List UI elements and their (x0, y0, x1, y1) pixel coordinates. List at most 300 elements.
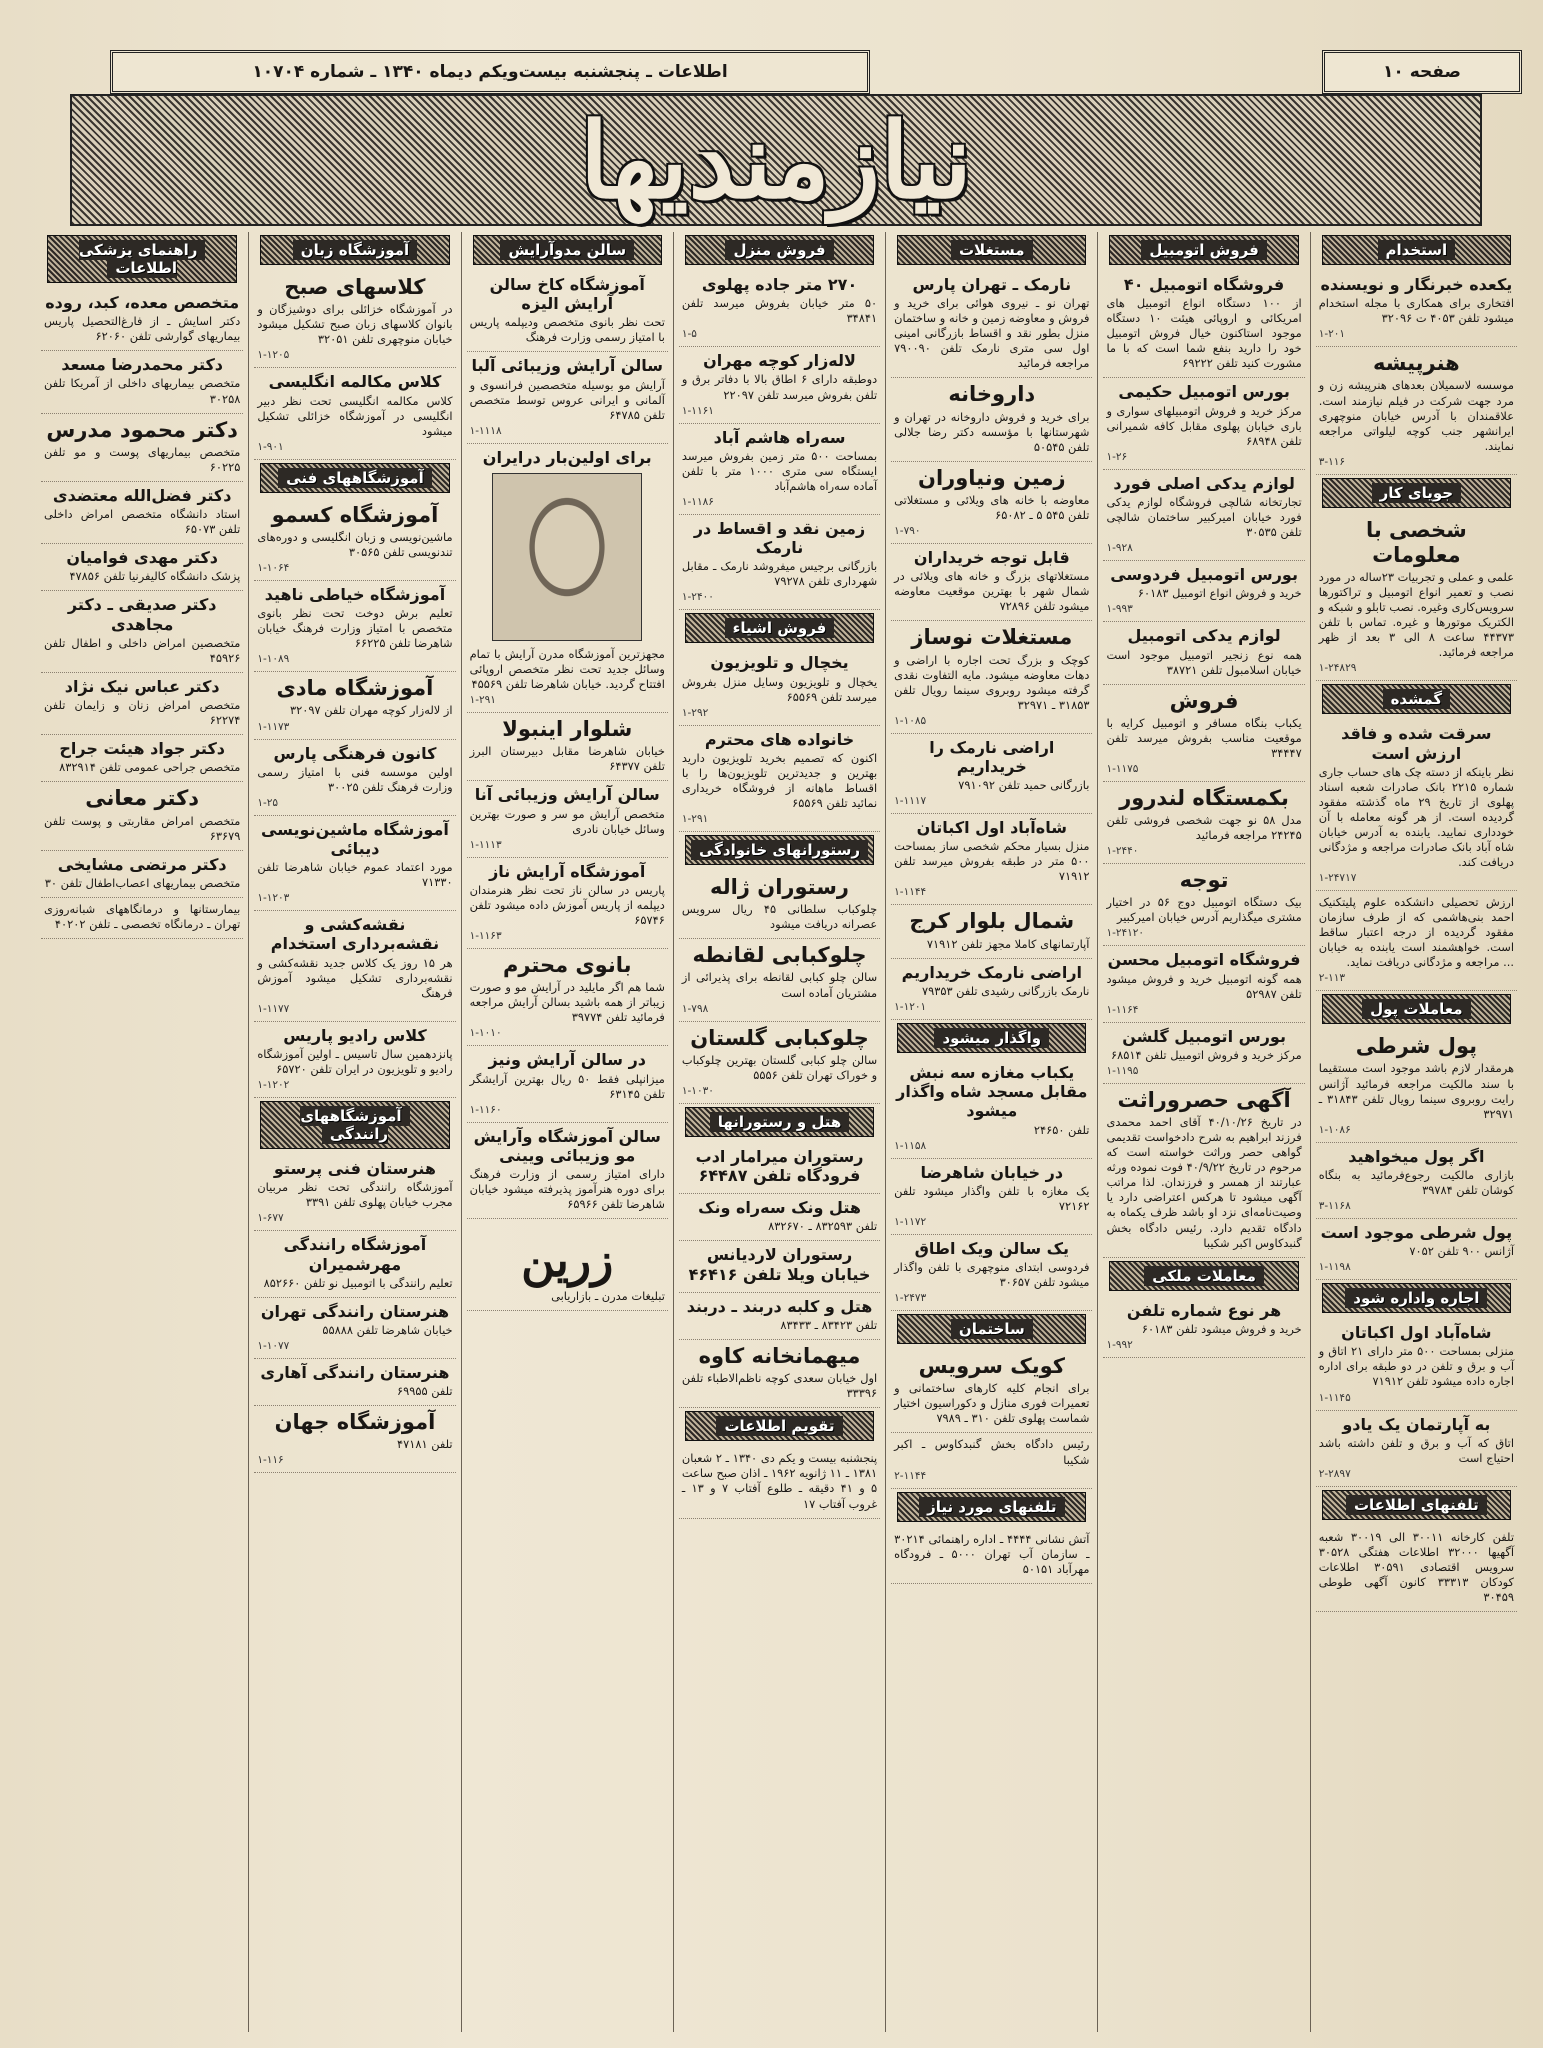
ad-code: ۱-۱۱۶۴ (1106, 1003, 1139, 1016)
woman-portrait-image (492, 473, 642, 641)
column-3 (885, 232, 1097, 2032)
ad-body: برای انجام کلیه کارهای ساختمانی و تعمیرات فوری منازل و دکوراسیون اختیار شماست پهلوی تلفن ۳۱۰ ـ ۷۹۸۹ (894, 1381, 1090, 1426)
ad-code: ۱-۲۴۷۱۷ (1318, 872, 1357, 885)
classified-ad (1103, 1297, 1304, 1358)
ad-body: ماشین‌نویسی و زبان انگلیسی و دوره‌های تندنویسی تلفن ۳۰۵۶۵ (257, 529, 453, 559)
ad-code: ۱-۷۹۸ (681, 1002, 709, 1015)
ad-body: تلفن کارخانه ۳۰۰۱۱ الی ۳۰۰۱۹ شعبه آگهیها ۳۲۰۰۰ اطلاعات هفتگی ۳۰۵۲۸ سرویس اقتصادی ۳۰۵۹۱ اطلاعات کودکان ۳۳۳۱۳ کانون آگهی طوطی ۳۰۴۵۹ (1318, 1529, 1514, 1604)
classified-ad (679, 1340, 880, 1408)
section-header (1322, 994, 1511, 1024)
classified-ad (1103, 561, 1304, 622)
classified-ad (891, 271, 1092, 378)
ad-body: مرکز خرید و فروش اتومبیل تلفن ۶۸۵۱۴ (1110, 1047, 1302, 1062)
ad-body: در آموزشگاه خزائلی برای دوشیزگان و بانوان کلاسهای زبان صبح تشکیل میشود خیابان منوچهری تلفن ۳۲۰۵۱ (257, 302, 453, 347)
ad-title: هنرپیشه (1372, 351, 1460, 376)
ad-body: بیک دستگاه اتومبیل دوج ۵۶ در اختیار مشتری میگذاریم آدرس خیابان امیرکبیر (1106, 895, 1302, 925)
ad-title: سالن آرایش وزیبائی آلبا (471, 356, 664, 376)
ad-title: رستوران میرامار ادب فرودگاه تلفن ۶۴۴۸۷ (695, 1146, 864, 1186)
ad-title: ۲۷۰ متر جاده پهلوی (701, 275, 858, 294)
classified-ad (467, 713, 668, 781)
ad-title: دکتر محمود مدرس (46, 417, 238, 442)
ad-code: ۱-۱۱۴۴ (894, 886, 927, 899)
ad-code: ۱-۹۰۱ (257, 440, 284, 453)
ad-title: بکمستگاه لندرور (1119, 785, 1289, 810)
ad-body: مجهزترین آموزشگاه مدرن آرایش با تمام وسائل جدید تحت نظر متخصص اروپائی افتتاح گردید. خیابان شاهرضا تلفن ۴۵۵۶۹ (469, 646, 665, 692)
classified-ad (891, 378, 1092, 461)
ad-code: ۱-۱۱۹۸ (1318, 1261, 1351, 1274)
ad-code: ۱-۹۲۸ (1106, 542, 1133, 555)
ad-title: دکتر محمدرضا مسعد (61, 355, 224, 375)
ad-body: هر ۱۵ روز یک کلاس جدید نقشه‌کشی و نقشه‌برداری تشکیل میشود آموزش فرهنگ (257, 955, 453, 1000)
ad-code: ۱-۱۰۷۷ (257, 1339, 290, 1352)
ad-title: زرین (521, 1233, 614, 1288)
classified-ad (679, 871, 880, 939)
ad-body: همه نوع زنجیر اتومبیل موجود است خیابان اسلامبول تلفن ۳۸۷۲۱ (1106, 647, 1302, 677)
section-title: هتل و رستورانها (710, 1112, 850, 1132)
ad-body: متخصص بیماریهای داخلی از آمریکا تلفن ۳۰۲۵۸ (44, 376, 241, 406)
classified-ad (679, 347, 880, 423)
classified-ad (1316, 891, 1517, 991)
classified-columns (36, 232, 1522, 2032)
section-header (473, 235, 662, 265)
ad-title: رستوران لاردیانس خیابان ویلا تلفن ۴۶۴۱۶ (688, 1245, 871, 1284)
ad-title: کلاسهای صبح (284, 275, 426, 299)
ad-title: هنرستان رانندگی تهران (260, 1301, 450, 1321)
ad-title: لوازم یدکی اصلی فورد (1113, 473, 1295, 493)
ad-body: تلفن ۶۹۹۵۵ (397, 1384, 453, 1399)
classified-ad (41, 898, 243, 939)
ad-body: پزشک دانشگاه کالیفرنیا تلفن ۴۷۸۵۶ (69, 569, 241, 584)
classified-ad (891, 1433, 1092, 1488)
ad-title: توجه (1179, 868, 1229, 893)
ad-title: شخصی با معلومات (1365, 517, 1467, 567)
classified-ad (891, 814, 1092, 905)
column-7 (36, 232, 248, 2032)
classified-ad (467, 858, 668, 949)
ad-body: سالن چلو کبابی لقانطه برای پذیرائی از مشتریان آماده است (681, 970, 878, 1000)
section-header (260, 235, 449, 265)
ad-body: تلفن ۸۳۴۲۳ ـ ۸۳۴۳۳ (780, 1318, 878, 1333)
ad-body: خیابان شاهرضا تلفن ۵۵۸۸۸ (322, 1322, 453, 1337)
ad-body: یخچال و تلویزیون وسایل منزل بفروش میرسد تلفن ۶۵۵۶۹ (681, 674, 878, 704)
classified-ad (1316, 720, 1517, 891)
ad-code: ۱-۱۰۸۹ (257, 653, 290, 666)
ad-body: آرایش مو بوسیله متخصصین فرانسوی و آلمانی و ایرانی عروس توسط متخصص تلفن ۶۴۷۸۵ (469, 377, 665, 422)
classified-ad (254, 1022, 455, 1098)
ad-body: اتاق که آب و برق و تلفن داشته باشد احتیاج است (1318, 1435, 1514, 1465)
ad-body: متخصصین امراض داخلی و اطفال تلفن ۴۵۹۲۶ (44, 635, 241, 665)
classified-ad (254, 271, 455, 368)
ad-code: ۱-۱۱۶ (257, 1454, 284, 1467)
section-header (1322, 235, 1511, 265)
ad-title: داروخانه (948, 382, 1036, 407)
section-header (897, 1023, 1086, 1053)
ad-code: ۱-۱۱۸۶ (681, 495, 714, 508)
classified-ad (891, 1159, 1092, 1235)
section-header (260, 1101, 449, 1149)
section-header (685, 1411, 874, 1441)
ad-body: خرید و فروش میشود تلفن ۶۰۱۸۳ (1141, 1321, 1302, 1336)
ad-title: خانواده های محترم (704, 729, 855, 749)
ad-title: پول شرطی موجود است (1320, 1222, 1513, 1242)
section-title: مستغلات (951, 240, 1033, 260)
ad-title: فروشگاه اتومبیل محسن (1107, 950, 1301, 970)
section-title: تلفنهای اطلاعات (1346, 1495, 1487, 1515)
ad-code: ۱-۱۰۱۰ (469, 1027, 502, 1040)
ad-code: ۱-۲۴۸۲۹ (1318, 662, 1357, 675)
ad-title: نارمک ـ تهران پارس (912, 275, 1072, 294)
ad-body: تعلیم رانندگی با اتومبیل نو تلفن ۸۵۲۶۶۰ (263, 1275, 453, 1290)
ad-title: آموزشگاه مادی (276, 676, 434, 701)
ad-code: ۱-۱۲۰۲ (257, 1079, 290, 1092)
ad-code: ۱-۱۰۳۰ (681, 1084, 714, 1097)
classified-ad (1316, 514, 1517, 682)
section-header (1322, 478, 1511, 508)
ad-body: بازرگانی برجیس میفروشد نارمک ـ مقابل شهرداری تلفن ۷۹۲۷۸ (681, 559, 878, 589)
ad-code: ۲-۱۱۴۴ (894, 1469, 927, 1482)
classified-ad (41, 289, 243, 351)
ad-body: پاریس در سالن ناز تحت نظر هنرمندان دیپلمه از پاریس آموزش داده میشود تلفن ۶۵۷۴۶ (469, 882, 665, 927)
classified-ad (1316, 271, 1517, 347)
ad-body: از ۱۰۰ دستگاه انواع اتومبیل های امریکائی و اروپائی هیئت ۱۰ دستگاه موجود استاکنون خیال فروش اتومبیل خود را دارید بنفع شما است که با ما مشورت کنید تلفن ۶۹۲۲۲ (1106, 296, 1302, 371)
classified-ad (41, 735, 243, 782)
classified-ad (1316, 1143, 1517, 1219)
ad-body: هرمقدار لازم باشد موجود است مستقیما با سند مالکیت مراجعه فرمائید آژانس رایت روبروی سینما رویال تلفن ۳۱۸۴۳ ـ ۳۲۹۷۱ (1318, 1061, 1515, 1121)
section-header (1322, 684, 1511, 714)
classified-ad (1316, 1219, 1517, 1280)
ad-body: اول خیابان سعدی کوچه ناظم‌الاطباء تلفن ۳۳۳۹۶ (681, 1371, 878, 1401)
classified-ad (1103, 782, 1304, 864)
ad-body: معاوضه با خانه های ویلائی و مستغلاتی تلفن ۵۴۵ ۵ ـ ۶۵۰۸۲ (894, 492, 1090, 522)
classified-ad (679, 1447, 880, 1518)
ad-body: برای خرید و فروش داروخانه در تهران و شهرستانها با مؤسسه دکتر رضا جلالی تلفن ۵۰۵۴۵ (894, 409, 1090, 454)
ad-code: ۳-۱۱۶ (1318, 455, 1346, 468)
ad-code: ۱-۲۵ (257, 796, 279, 809)
classified-ad (1103, 1084, 1304, 1258)
ad-code: ۳-۱۱۶۸ (1318, 1199, 1351, 1212)
ad-body: مدل ۵۸ نو جهت شخصی فروشی تلفن ۲۴۲۴۵ مراجعه فرمائید (1106, 813, 1302, 843)
ad-code: ۱-۱۱۷۵ (1106, 762, 1139, 775)
ad-title: میهمانخانه کاوه (698, 1344, 861, 1369)
ad-title: شاه‌آباد اول اکباتان (1341, 1323, 1492, 1343)
section-header (1322, 1283, 1511, 1313)
ad-code: ۱-۱۱۵۸ (894, 1139, 927, 1152)
classified-ad (679, 1143, 880, 1194)
ad-title: اراضی نارمک را خریداریم (929, 737, 1055, 776)
classified-ad (467, 949, 668, 1046)
ad-body: علمی و عملی و تجربیات ۲۳ساله در مورد نصب و تعمیر انواع اتومبیل و تراکتورها سرویس‌کاری وغیره. نصب تابلو و شبکه و الکتریک موتورها و غیره. تماس با تلفن ۴۴۳۷۳ ساعت ۸ الی ۳ بعد از ظهر مراجعه فرمائید. (1318, 570, 1514, 660)
classified-ad (679, 1194, 880, 1241)
ad-body: بمساحت ۵۰۰ متر زمین بفروش میرسد ایستگاه سی متری ۱۰۰۰ متر با تلفن آماده سه‌راه هاشم‌آباد (681, 448, 878, 493)
ad-code: ۱-۱۱۶۰ (469, 1103, 502, 1116)
classified-ad (41, 482, 243, 544)
ad-title: هتل و کلبه دربند ـ دربند (686, 1296, 873, 1316)
classified-ad (41, 851, 243, 898)
classified-ad (41, 351, 243, 413)
ad-title: آموزشگاه آرایش ناز (489, 861, 646, 881)
ad-body: تبلیغات مدرن ـ بازاریابی (551, 1289, 665, 1304)
classified-ad (679, 515, 880, 610)
ad-body: پانزدهمین سال تاسیس ـ اولین آموزشگاه رادیو و تلویزیون در ایران تلفن ۶۵۷۲۰ (257, 1046, 453, 1076)
classified-ad (1103, 271, 1304, 378)
ad-body: تعلیم برش دوخت تحت نظر بانوی متخصص با امتیاز وزارت فرهنگ خیابان شاهرضا تلفن ۶۶۲۲۵ (257, 606, 453, 651)
ad-title: اراضی نارمک خریداریم (901, 962, 1083, 982)
ad-body: استاد دانشگاه متخصص امراض داخلی تلفن ۶۵۰۷۳ (44, 507, 241, 537)
ad-title: یک سالن ویک اطاق (914, 1238, 1070, 1258)
ad-body: ۵۰ متر خیابان بفروش میرسد تلفن ۳۴۸۴۱ (681, 296, 878, 326)
ad-body: دوطبقه دارای ۶ اطاق بالا با دفاتر برق و تلفن بفروش میرسد تلفن ۲۲۰۹۷ (681, 372, 878, 402)
ad-body: آپارتمانهای کاملا مجهز تلفن ۷۱۹۱۲ (926, 936, 1090, 951)
ad-code: ۱-۲۴۱۲۰ (1106, 927, 1145, 940)
ad-body: اکنون که تصمیم بخرید تلویزیون دارید بهترین و جدیدترین تلویزیون‌ها را با اقساط ماهانه از فروشگاه خریداری نمائید تلفن ۶۵۵۶۹ (681, 750, 878, 810)
ad-body: پنجشنبه بیست و یکم دی ۱۳۴۰ ـ ۲ شعبان ۱۳۸۱ ـ ۱۱ ژانویه ۱۹۶۲ ـ اذان صبح ساعت ۵ و ۴۱ دقیقه ـ طلوع آفتاب ۷ و ۱۳ ـ غروب آفتاب ۱۷ (681, 1451, 878, 1511)
classified-ad (41, 414, 243, 482)
section-title: واگذار میشود (934, 1028, 1049, 1048)
ad-title: کلاس رادیو پاریس (283, 1025, 427, 1045)
ad-body: متخصص امراض زنان و زایمان تلفن ۶۲۲۷۴ (44, 698, 241, 728)
section-title: معاملات پول (1362, 999, 1470, 1019)
ad-code: ۱-۲۰۱ (1318, 328, 1346, 341)
ad-title: نقشه‌کشی و نقشه‌برداری استخدام (270, 915, 440, 954)
ad-body: دارای امتیاز رسمی از وزارت فرهنگ برای دوره هنرآموز پذیرفته میشود خیابان شاهرضا تلفن ۶۵۹۶۶ (469, 1167, 665, 1212)
section-title: آموزشگاههای فنی (278, 468, 432, 488)
ad-code: ۱-۲۴۷۳ (894, 1292, 927, 1305)
ad-body: کوچک و بزرگ تحت اجاره با اراضی و دهات معاوضه میشود. مایه التفاوت نقدی گرفته میشود روبروی سینما رویال تلفن ۳۱۸۵۳ ـ ۳۲۹۷۱ (894, 652, 1090, 712)
ad-body: رئیس دادگاه بخش گنبدکاوس ـ اکبر شکیبا (894, 1437, 1090, 1467)
ad-title: برای اولین‌بار درایران (482, 447, 652, 467)
ad-title: رستوران ژاله (710, 875, 849, 900)
ad-body: متخصص آرایش مو سر و صورت بهترین وسائل خیابان نادری (469, 806, 665, 836)
section-title: فروش اشیاء (725, 618, 835, 638)
ad-title: دکتر مهدی فوامیان (66, 548, 218, 568)
ad-code: ۱-۱۱۴۵ (1318, 1391, 1351, 1404)
ad-title: کلاس مکالمه انگلیسی (268, 372, 442, 392)
ad-title: لاله‌زار کوچه مهران (703, 351, 856, 371)
ad-body: متخصص امراض مقاربتی و پوست تلفن ۶۳۶۷۹ (44, 813, 241, 843)
ad-code: ۱-۲۹۱ (681, 813, 709, 826)
classified-ad (679, 1241, 880, 1292)
classified-ad (254, 1155, 455, 1231)
ad-title: فروش (1169, 688, 1239, 713)
section-header (47, 235, 237, 283)
ad-title: آموزشگاه ماشین‌نویسی دیبائی (261, 819, 449, 858)
ad-title: چلوکبابی گلستان (690, 1025, 869, 1050)
section-title: آموزشگاههای رانندگی (300, 1106, 409, 1144)
classified-ad (679, 649, 880, 725)
ad-code: ۱-۱۱۷۲ (894, 1215, 927, 1228)
ad-body: نظر باینکه از دسته چک های حساب جاری شماره ۲۲۱۵ بانک صادرات شعبه اسناد پهلوی از تاریخ ۲۹ ماه گذشته مفقود گردیده است. از هر گونه معامله با آن خودداری نمایید. یابنده به آدرس خیابان شاه آباد بانک صادرات مراجعه و مژدگانی دریافت کند. (1318, 764, 1514, 870)
ad-code: ۱-۹۹۳ (1106, 603, 1133, 616)
ad-body: موسسه لاسمیلان بعدهای هنرپیشه زن و مرد جهت شرکت در فیلم نیازمند است. علاقمندان با آدرس خیابان منوچهری ایرانشهر جنب کوچه لیلواتی مراجعه نمایند. (1318, 378, 1514, 453)
section-header (1109, 235, 1298, 265)
ad-title: دکتر فضل‌الله معتضدی (52, 485, 232, 505)
ad-code: ۱-۱۱۶۳ (469, 930, 502, 943)
ad-code: ۱-۷۹۰ (894, 525, 921, 538)
section-header (260, 463, 449, 493)
section-header (685, 235, 874, 265)
classified-ad (891, 1235, 1092, 1311)
classified-ad (1316, 1030, 1517, 1142)
classified-ad (467, 1123, 668, 1220)
ad-code: ۲-۱۱۳ (1318, 972, 1346, 985)
ad-title: در خیابان شاهرضا (920, 1162, 1064, 1182)
column-1 (1310, 232, 1522, 2032)
classified-ad (1316, 1319, 1517, 1410)
ad-body: بازاری مالکیت رجوع‌فرمائید به بنگاه کوشان تلفن ۳۹۷۸۴ (1318, 1167, 1514, 1197)
ad-title: آموزشگاه کاخ سالن آرایش الیزه (489, 275, 645, 314)
ad-body: تحت نظر بانوی متخصص ودیپلمه پاریس با امتیاز رسمی وزارت فرهنگ (469, 315, 665, 345)
classified-ad (41, 544, 243, 591)
ad-code: ۱-۱۲۰۱ (894, 1000, 927, 1013)
ad-title: اگر پول میخواهید (1348, 1146, 1485, 1166)
classified-ad (467, 444, 668, 713)
section-title: آموزشگاه زبان (293, 240, 417, 260)
section-title: تقویم اطلاعات (716, 1416, 842, 1436)
ad-code: ۱-۱۰۶۴ (257, 561, 290, 574)
classified-ad (41, 782, 243, 850)
classified-ad (1103, 470, 1304, 561)
ad-body: چلوکباب سلطانی ۴۵ ریال سرویس عصرانه دریافت میشود (681, 902, 878, 932)
ad-body: فردوسی ابتدای منوچهری با تلفن واگذار میشود تلفن ۳۰۶۵۷ (894, 1260, 1090, 1290)
section-title: ساختمان (951, 1319, 1033, 1339)
classified-ad (254, 581, 455, 672)
ad-code: ۱-۲۹۱ (469, 694, 496, 707)
ad-title: سالن آرایش وزیبائی آنا (474, 785, 660, 805)
classified-ad (254, 740, 455, 816)
ad-title: شمال بلوار کرج (909, 909, 1075, 934)
page-number: صفحه ۱۰ (1322, 50, 1522, 94)
issue-line: اطلاعات ـ پنجشنبه بیست‌ویکم دیماه ۱۳۴۰ ـ شماره ۱۰۷۰۴ (110, 50, 870, 94)
classified-ad (679, 726, 880, 832)
ad-body: تلفن ۲۴۶۵۰ (1033, 1122, 1090, 1137)
ad-title: لوازم یدکی اتومبیل (1127, 626, 1281, 646)
column-4 (673, 232, 885, 2032)
classified-ad (679, 1022, 880, 1104)
ad-title: بورس اتومبیل گلشن (1122, 1026, 1286, 1046)
ad-code: ۱-۱۱۷۷ (257, 1002, 290, 1015)
ad-title: هنرستان فنی پرستو (273, 1159, 436, 1179)
ad-title: فروشگاه اتومبیل ۴۰ (1123, 275, 1285, 294)
ad-title: کویک سرویس (918, 1354, 1065, 1379)
classified-ad (1316, 1526, 1517, 1612)
ad-title: شلوار اینبولا (502, 717, 633, 742)
ad-body: همه گونه اتومبیل خرید و فروش میشود تلفن ۵۲۹۸۷ (1106, 971, 1302, 1001)
section-title: گمشده (1383, 689, 1451, 709)
column-6 (248, 232, 460, 2032)
ad-body: خرید و فروش انواع اتومبیل ۶۰۱۸۳ (1137, 586, 1302, 601)
classified-ad (467, 352, 668, 443)
classified-ad (891, 1059, 1092, 1159)
masthead-banner (70, 94, 1482, 226)
section-title: اجاره واداره شود (1345, 1288, 1487, 1308)
ad-body: بیمارستانها و درمانگاههای شبانه‌روزی تهران ـ درمانگاه تخصصی ـ تلفن ۴۰۲۰۲ (44, 901, 241, 931)
ad-body: کلاس مکالمه انگلیسی تحت نظر دبیر انگلیسی در آموزشگاه خزائلی تشکیل میشود (257, 393, 453, 438)
classified-ad (254, 499, 455, 581)
ad-body: افتخاری برای همکاری با مجله استخدام میشود تلفن ۴۰۵۳ ت ۳۲۰۹۶ (1318, 296, 1514, 326)
ad-title: هر نوع شماره تلفن (1126, 1300, 1282, 1320)
section-title: فروش اتومبیل (1141, 240, 1267, 260)
ad-body: آژانس ۹۰۰ تلفن ۷۰۵۲ (1409, 1244, 1514, 1259)
ad-title: سه‌راه هاشم آباد (713, 427, 846, 447)
ad-code: ۱-۶۷۷ (257, 1212, 284, 1225)
ad-body: نارمک بازرگانی رشیدی تلفن ۷۹۳۵۳ (921, 983, 1090, 998)
ad-code: ۱-۲۴۴۰ (1106, 845, 1139, 858)
ad-code: ۱-۱۰۸۶ (1318, 1123, 1351, 1136)
ad-title: بورس اتومبیل فردوسی (1110, 565, 1298, 585)
classified-ad (254, 1406, 455, 1473)
ad-code: ۱-۱۱۱۸ (469, 424, 502, 437)
section-header (685, 1107, 874, 1137)
column-2 (1097, 232, 1309, 2032)
ad-code: ۱-۲۶ (1106, 450, 1128, 463)
ad-body: در تاریخ ۴۰/۱۰/۲۶ آقای احمد محمدی فرزند ابراهیم به شرح دادخواست تقدیمی گواهی حصر وراثت خواسته است که مرحوم در تاریخ ۴۰/۹/۲۲ فوت نموده ورثه عبارتند از همسر و فرزندان. لذا مراتب آگهی میشود تا هرکس اعتراضی دارد یا وصیت‌نامه‌ای نزد او باشد ظرف یکماه به دادگاه تقدیم دارد. رئیس دادگاه بخش گنبدکاوس اکبر شکیبا (1106, 1115, 1302, 1250)
ad-body: خیابان شاهرضا مقابل دبیرستان البرز تلفن ۶۴۳۷۷ (469, 744, 665, 774)
ad-code: ۱-۱۱۱۷ (894, 795, 927, 808)
section-title: راهنمای پزشکی اطلاعات (79, 240, 206, 278)
section-header (685, 613, 874, 643)
ad-title: متخصص معده، کبد، روده (45, 293, 240, 312)
column-5 (461, 232, 673, 2032)
classified-ad (254, 368, 455, 459)
ad-title: مستغلات نوساز (911, 625, 1073, 650)
classified-ad (679, 424, 880, 515)
ad-title: زمین ونیاوران (918, 465, 1066, 490)
ad-body: آموزشگاه رانندگی تحت نظر مربیان مجرب خیابان پهلوی تلفن ۳۳۹۱ (257, 1180, 453, 1210)
ad-title: آموزشگاه رانندگی مهرشمیران (283, 1235, 427, 1274)
classified-ad (254, 672, 455, 739)
classified-ad (467, 271, 668, 352)
section-header (897, 1492, 1086, 1522)
ad-body: یکباب بنگاه مسافر و اتومبیل کرایه با موقعیت مناسب بفروش میرسد تلفن ۳۴۴۴۷ (1106, 715, 1302, 760)
ad-body: تلفن ۴۷۱۸۱ (397, 1437, 453, 1452)
ad-title: چلوکبابی لقانطه (692, 943, 867, 968)
ad-title: به آپارتمان یک یادو (1342, 1414, 1491, 1434)
ad-code: ۱-۱۰۸۵ (894, 714, 927, 727)
classified-ad (467, 1219, 668, 1311)
ad-body: سالن چلو کبابی گلستان بهترین چلوکباب و خوراک تهران تلفن ۵۵۵۶ (681, 1052, 878, 1082)
ad-code: ۱-۲۹۲ (681, 706, 709, 719)
ad-title: کانون فرهنگی پارس (273, 743, 437, 763)
classified-ad (891, 1528, 1092, 1584)
ad-title: پول شرطی (1355, 1034, 1478, 1059)
classified-ad (1103, 622, 1304, 684)
ad-body: تجارتخانه شالچی فروشگاه لوازم یدکی فورد خیابان امیرکبیر ساختمان شالچی تلفن ۳۰۵۳۵ (1106, 494, 1302, 540)
ad-title: در سالن آرایش ونیز (488, 1050, 646, 1070)
ad-code: ۱-۲۴۰۰ (681, 591, 714, 604)
classified-ad (41, 591, 243, 672)
ad-body: مورد اعتماد عموم خیابان شاهرضا تلفن ۷۱۳۳۰ (257, 860, 453, 890)
ad-title: هنرستان رانندگی آهاری (260, 1362, 450, 1382)
section-title: جویای کار (1372, 483, 1461, 503)
ad-code: ۱-۱۱۶۱ (681, 404, 714, 417)
section-title: فروش منزل (725, 240, 833, 260)
classified-ad (1103, 946, 1304, 1022)
ad-body: شما هم اگر مایلید در آرایش مو و صورت زیباتر از همه باشید بسالن آرایش مراجعه فرمائید تلفن ۳۹۷۷۴ (469, 980, 665, 1025)
classified-ad (467, 781, 668, 857)
ad-title: آموزشگاه خیاطی ناهید (264, 584, 446, 604)
ad-title: شاه‌آباد اول اکباتان (916, 818, 1067, 838)
ad-title: دکتر مرتضی مشایخی (57, 854, 227, 874)
ad-body: منزلی بمساحت ۵۰۰ متر دارای ۲۱ اتاق و آب و برق و تلفن در دو طبقه برای اداره اجاره داده میشود تلفن ۷۱۹۱۲ (1318, 1344, 1514, 1389)
classified-ad (254, 1231, 455, 1297)
ad-body: اولین موسسه فنی با امتیاز رسمی وزارت فرهنگ تلفن ۳۰۰۲۵ (257, 764, 453, 794)
classified-ad (679, 1293, 880, 1340)
ad-title: قابل توجه خریداران (913, 548, 1070, 568)
classified-ad (254, 816, 455, 911)
classified-ad (467, 1046, 668, 1122)
ad-title: یکعده خبرنگار و نویسنده (1320, 275, 1513, 294)
section-title: رستورانهای خانوادگی (691, 840, 868, 860)
